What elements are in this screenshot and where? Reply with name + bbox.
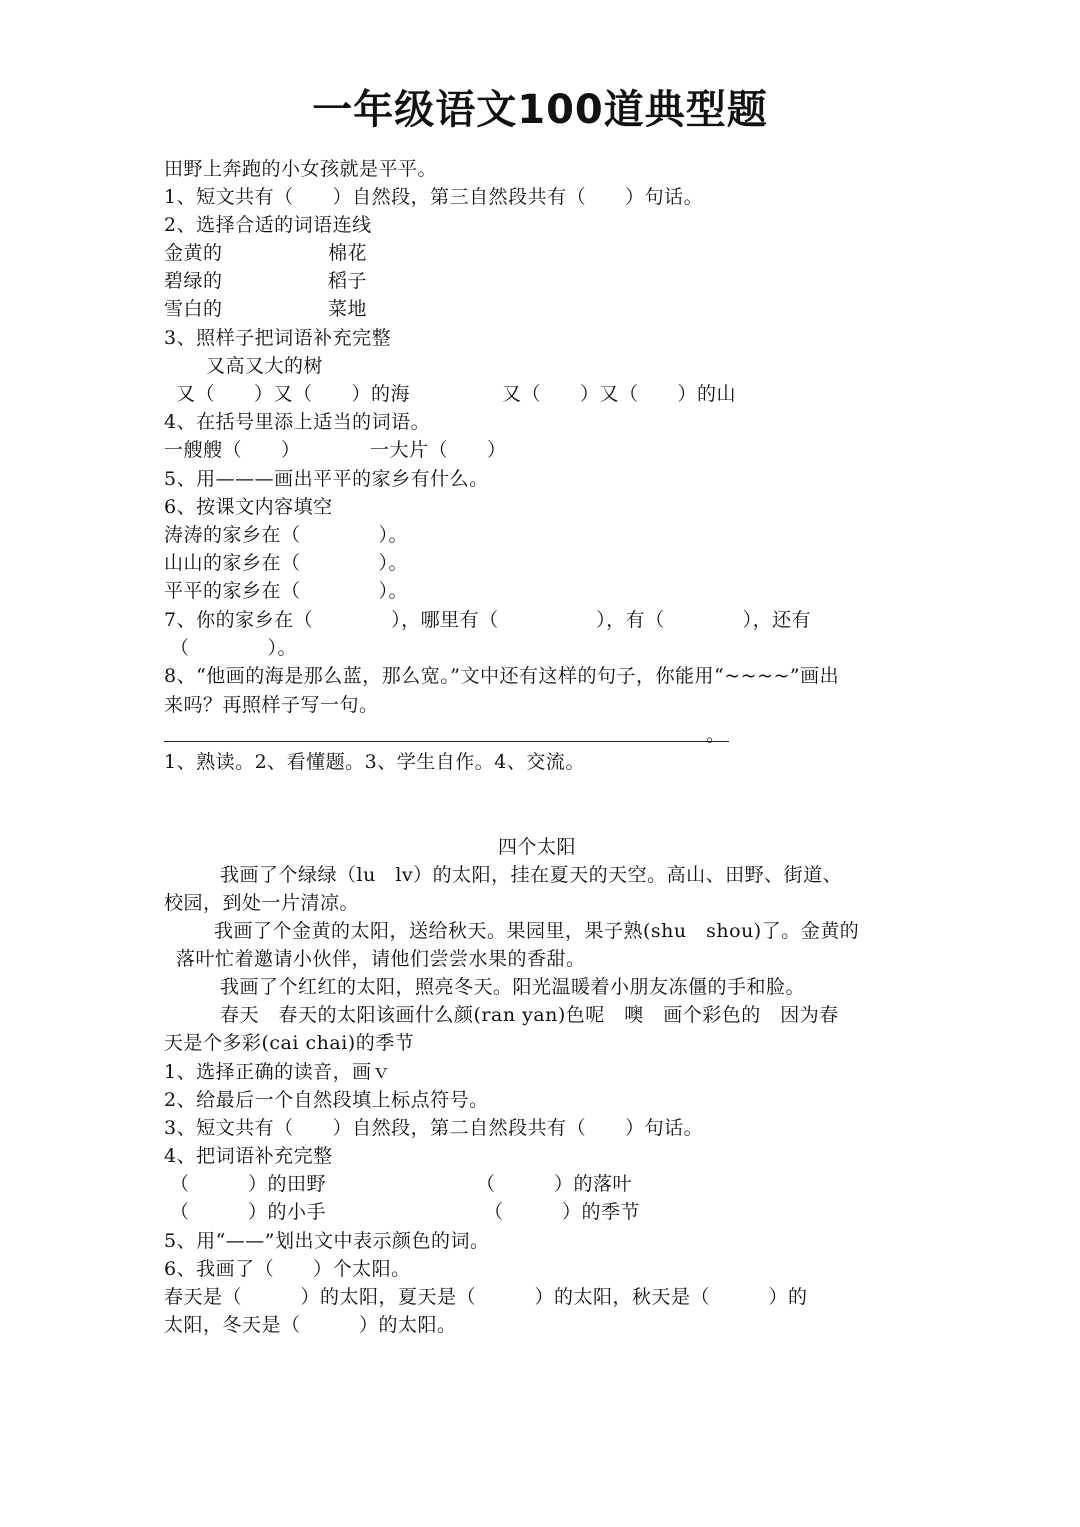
s2-question-4-blank-d: （ ）的季节 — [484, 1201, 641, 1223]
question-7-line-1: 7、你的家乡在（ ），哪里有（ ），有（ ），还有 — [164, 609, 812, 631]
question-8-line-1: 8、“他画的海是那么蓝，那么宽。”文中还有这样的句子，你能用“~~~~”画出 — [164, 665, 840, 687]
paragraph-3: 我画了个红红的太阳，照亮冬天。阳光温暖着小朋友冻僵的手和脸。 — [220, 976, 806, 998]
paragraph-4-line-2: 天是个多彩(cai chai)的季节 — [164, 1032, 415, 1054]
s2-question-6-line-2: 春天是（ ）的太阳，夏天是（ ）的太阳，秋天是（ ）的 — [164, 1286, 808, 1308]
pair-left-2: 碧绿的 — [164, 270, 223, 292]
page-title: 一年级语文100道典型题 — [312, 87, 768, 133]
pair-left-3: 雪白的 — [164, 298, 223, 320]
paragraph-1-line-1: 我画了个绿绿（lu lv）的太阳，挂在夏天的天空。高山、田野、街道、 — [220, 864, 843, 886]
question-4-blank-b: 一大片（ ） — [370, 439, 507, 461]
pair-left-1: 金黄的 — [164, 242, 223, 264]
question-3: 3、照样子把词语补充完整 — [164, 327, 392, 349]
question-3-blank-a: 又（ ）又（ ）的海 — [176, 383, 411, 405]
answer-line-end: 。 — [706, 724, 726, 746]
answer-underline — [164, 741, 729, 742]
pair-right-3: 菜地 — [328, 298, 368, 320]
s2-question-3: 3、短文共有（ ）自然段，第二自然段共有（ ）句话。 — [164, 1117, 704, 1139]
s2-question-4-blank-b: （ ）的落叶 — [476, 1173, 633, 1195]
question-4: 4、在括号里添上适当的词语。 — [164, 411, 431, 433]
question-5: 5、用———画出平平的家乡有什么。 — [164, 468, 489, 490]
question-1: 1、短文共有（ ）自然段，第三自然段共有（ ）句话。 — [164, 186, 704, 208]
question-2: 2、选择合适的词语连线 — [164, 214, 372, 236]
s2-question-4: 4、把词语补充完整 — [164, 1145, 333, 1167]
paragraph-4-line-1: 春天 春天的太阳该画什么颜(ran yan)色呢 噢 画个彩色的 因为春 — [220, 1004, 839, 1026]
s2-question-4-blank-c: （ ）的小手 — [170, 1201, 327, 1223]
question-8-line-2: 来吗？再照样子写一句。 — [164, 694, 379, 716]
question-4-blank-a: 一艘艘（ ） — [164, 439, 301, 461]
paragraph-2-line-2: 落叶忙着邀请小伙伴，请他们尝尝水果的香甜。 — [176, 948, 586, 970]
answers-text: 1、熟读。2、看懂题。3、学生自作。4、交流。 — [164, 751, 585, 773]
s2-question-6-line-3: 太阳，冬天是（ ）的太阳。 — [164, 1314, 457, 1336]
paragraph-2-line-1: 我画了个金黄的太阳，送给秋天。果园里，果子熟(shu shou)了。金黄的 — [214, 920, 860, 942]
pair-right-2: 稻子 — [328, 270, 368, 292]
intro-text: 田野上奔跑的小女孩就是平平。 — [164, 158, 438, 180]
paragraph-1-line-2: 校园，到处一片清凉。 — [164, 892, 360, 914]
s2-question-5: 5、用“——”划出文中表示颜色的词。 — [164, 1230, 490, 1252]
s2-question-4-blank-a: （ ）的田野 — [170, 1173, 327, 1195]
pair-right-1: 棉花 — [328, 242, 368, 264]
question-7-line-2: （ ）。 — [170, 637, 298, 659]
s2-question-1: 1、选择正确的读音，画ｖ — [164, 1061, 392, 1083]
section-heading: 四个太阳 — [498, 836, 577, 858]
question-6-line-2: 山山的家乡在（ ）。 — [164, 552, 409, 574]
question-6-line-3: 平平的家乡在（ ）。 — [164, 580, 409, 602]
question-6-line-1: 涛涛的家乡在（ ）。 — [164, 524, 409, 546]
question-3-blank-b: 又（ ）又（ ）的山 — [502, 383, 737, 405]
question-3-example: 又高又大的树 — [206, 355, 324, 377]
s2-question-6: 6、我画了（ ）个太阳。 — [164, 1258, 411, 1280]
question-6: 6、按课文内容填空 — [164, 496, 333, 518]
s2-question-2: 2、给最后一个自然段填上标点符号。 — [164, 1089, 489, 1111]
